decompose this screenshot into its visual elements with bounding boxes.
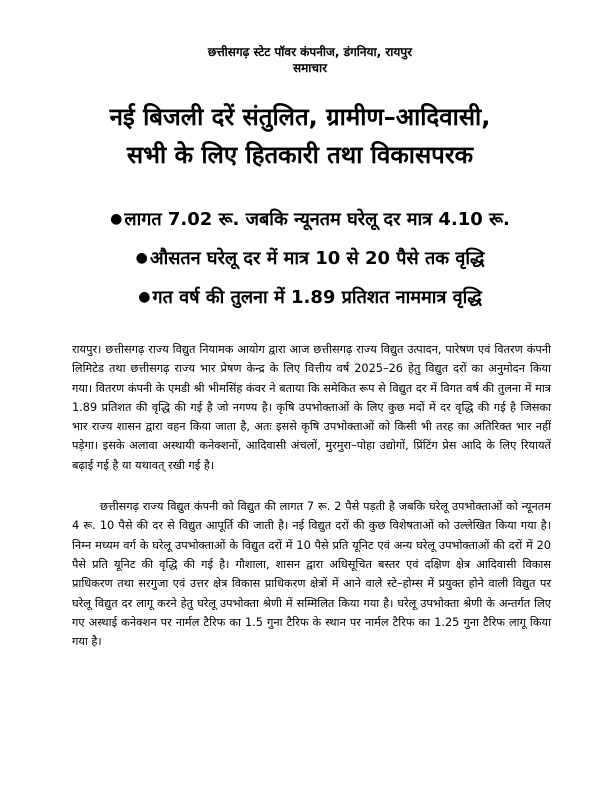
highlight-text: औसतन घरेलू दर में मात्र 10 से 20 पैसे तक वृद्धि [149, 248, 485, 269]
letterhead [0, 44, 600, 76]
highlights-list [40, 200, 580, 317]
highlight-item [40, 239, 580, 278]
bullet-icon: ● [110, 211, 123, 227]
headline-line-2: सभी के लिए हितकारी तथा विकासपरक [126, 141, 474, 169]
paragraph-1: रायपुर। छत्तीसगढ़ राज्य विद्युत नियामक आयोग द्वारा आज छत्तीसगढ़ राज्य विद्युत उत्पादन, पारेषण एवं वितरण कंपनी लिमिटेड तथा छत्तीसगढ़ राज्य भार प्रेषण केन्द्र के लिए वित्तीय वर्ष 2025–26 हेतु विद्युत दरों का अनुमोदन किया गया। वितरण कंपनी के एमडी श्री भीमसिंह कंवर ने बताया कि समेकित रूप से विद्युत दर में विगत वर्ष की तुलना में मात्र 1.89 प्रतिशत की वृद्धि की गई है जो नगण्य है। कृषि उपभोक्ताओं के लिए कुछ मदों में दर वृद्धि की गई है जिसका भार राज्य शासन द्वारा वहन किया जाता है, अतः इससे कृषि उपभोक्ताओं को किसी भी तरह का अतिरिक्त भार नहीं पड़ेगा। इसके अलावा अस्थायी कनेक्शनों, आदिवासी अंचलों, मुरमुरा–पोहा उद्योगों, प्रिंटिंग प्रेस आदि के लिए रियायतें बढ़ाई गई है या यथावत् रखी गई है। [72, 343, 551, 472]
paragraph-2: छत्तीसगढ़ राज्य विद्युत कंपनी को विद्युत की लागत 7 रू. 2 पैसे पड़ती है जबकि घरेलू उपभोक्ताओं को न्यूनतम 4 रू. 10 पैसे की दर से विद्युत आपूर्ति की जाती है। नई विद्युत दरों की कुछ विशेषताओं को उल्लेखित किया गया है। निम्न मध्यम वर्ग के घरेलू उपभोक्ताओं के विद्युत दरों में 10 पैसे प्रति यूनिट एवं अन्य घरेलू उपभोक्ताओं की दरों में 20 पैसे प्रति यूनिट की वृद्धि की गई है। गौशाला, शासन द्वारा अधिसूचित बस्तर एवं दक्षिण क्षेत्र आदिवासी विकास प्राधिकरण तथा सरगुजा एवं उत्तर क्षेत्र विकास प्राधिकरण क्षेत्रों में आने वाले स्टे–होम्स में प्रयुक्त होने वाली विद्युत पर घरेलू विद्युत दर लागू करने हेतु घरेलू उपभोक्ता श्रेणी में सम्मिलित किया गया है। घरेलू उपभोक्ता श्रेणी के अन्तर्गत लिए गए अस्थाई कनेक्शन पर नार्मल टैरिफ का 1.5 गुना टैरिफ के स्थान पर नार्मल टैरिफ का 1.25 गुना टैरिफ लागू किया गया है। [72, 500, 551, 649]
headline [20, 98, 580, 174]
highlight-text: गत वर्ष की तुलना में 1.89 प्रतिशत नाममात्र वृद्धि [152, 287, 482, 308]
highlight-item [40, 200, 580, 239]
bullet-icon: ● [135, 250, 148, 266]
organization-name: छत्तीसगढ़ स्टेट पॉवर कंपनीज, डंगनिया, रायपुर [207, 45, 413, 59]
document-label: समाचार [292, 61, 328, 75]
article-body [72, 340, 551, 651]
highlight-item [40, 278, 580, 317]
highlight-text: लागत 7.02 रू. जबकि न्यूनतम घरेलू दर मात्र 4.10 रू. [124, 209, 510, 230]
headline-line-1: नई बिजली दरें संतुलित, ग्रामीण–आदिवासी, [109, 103, 491, 131]
bullet-icon: ● [138, 289, 151, 305]
